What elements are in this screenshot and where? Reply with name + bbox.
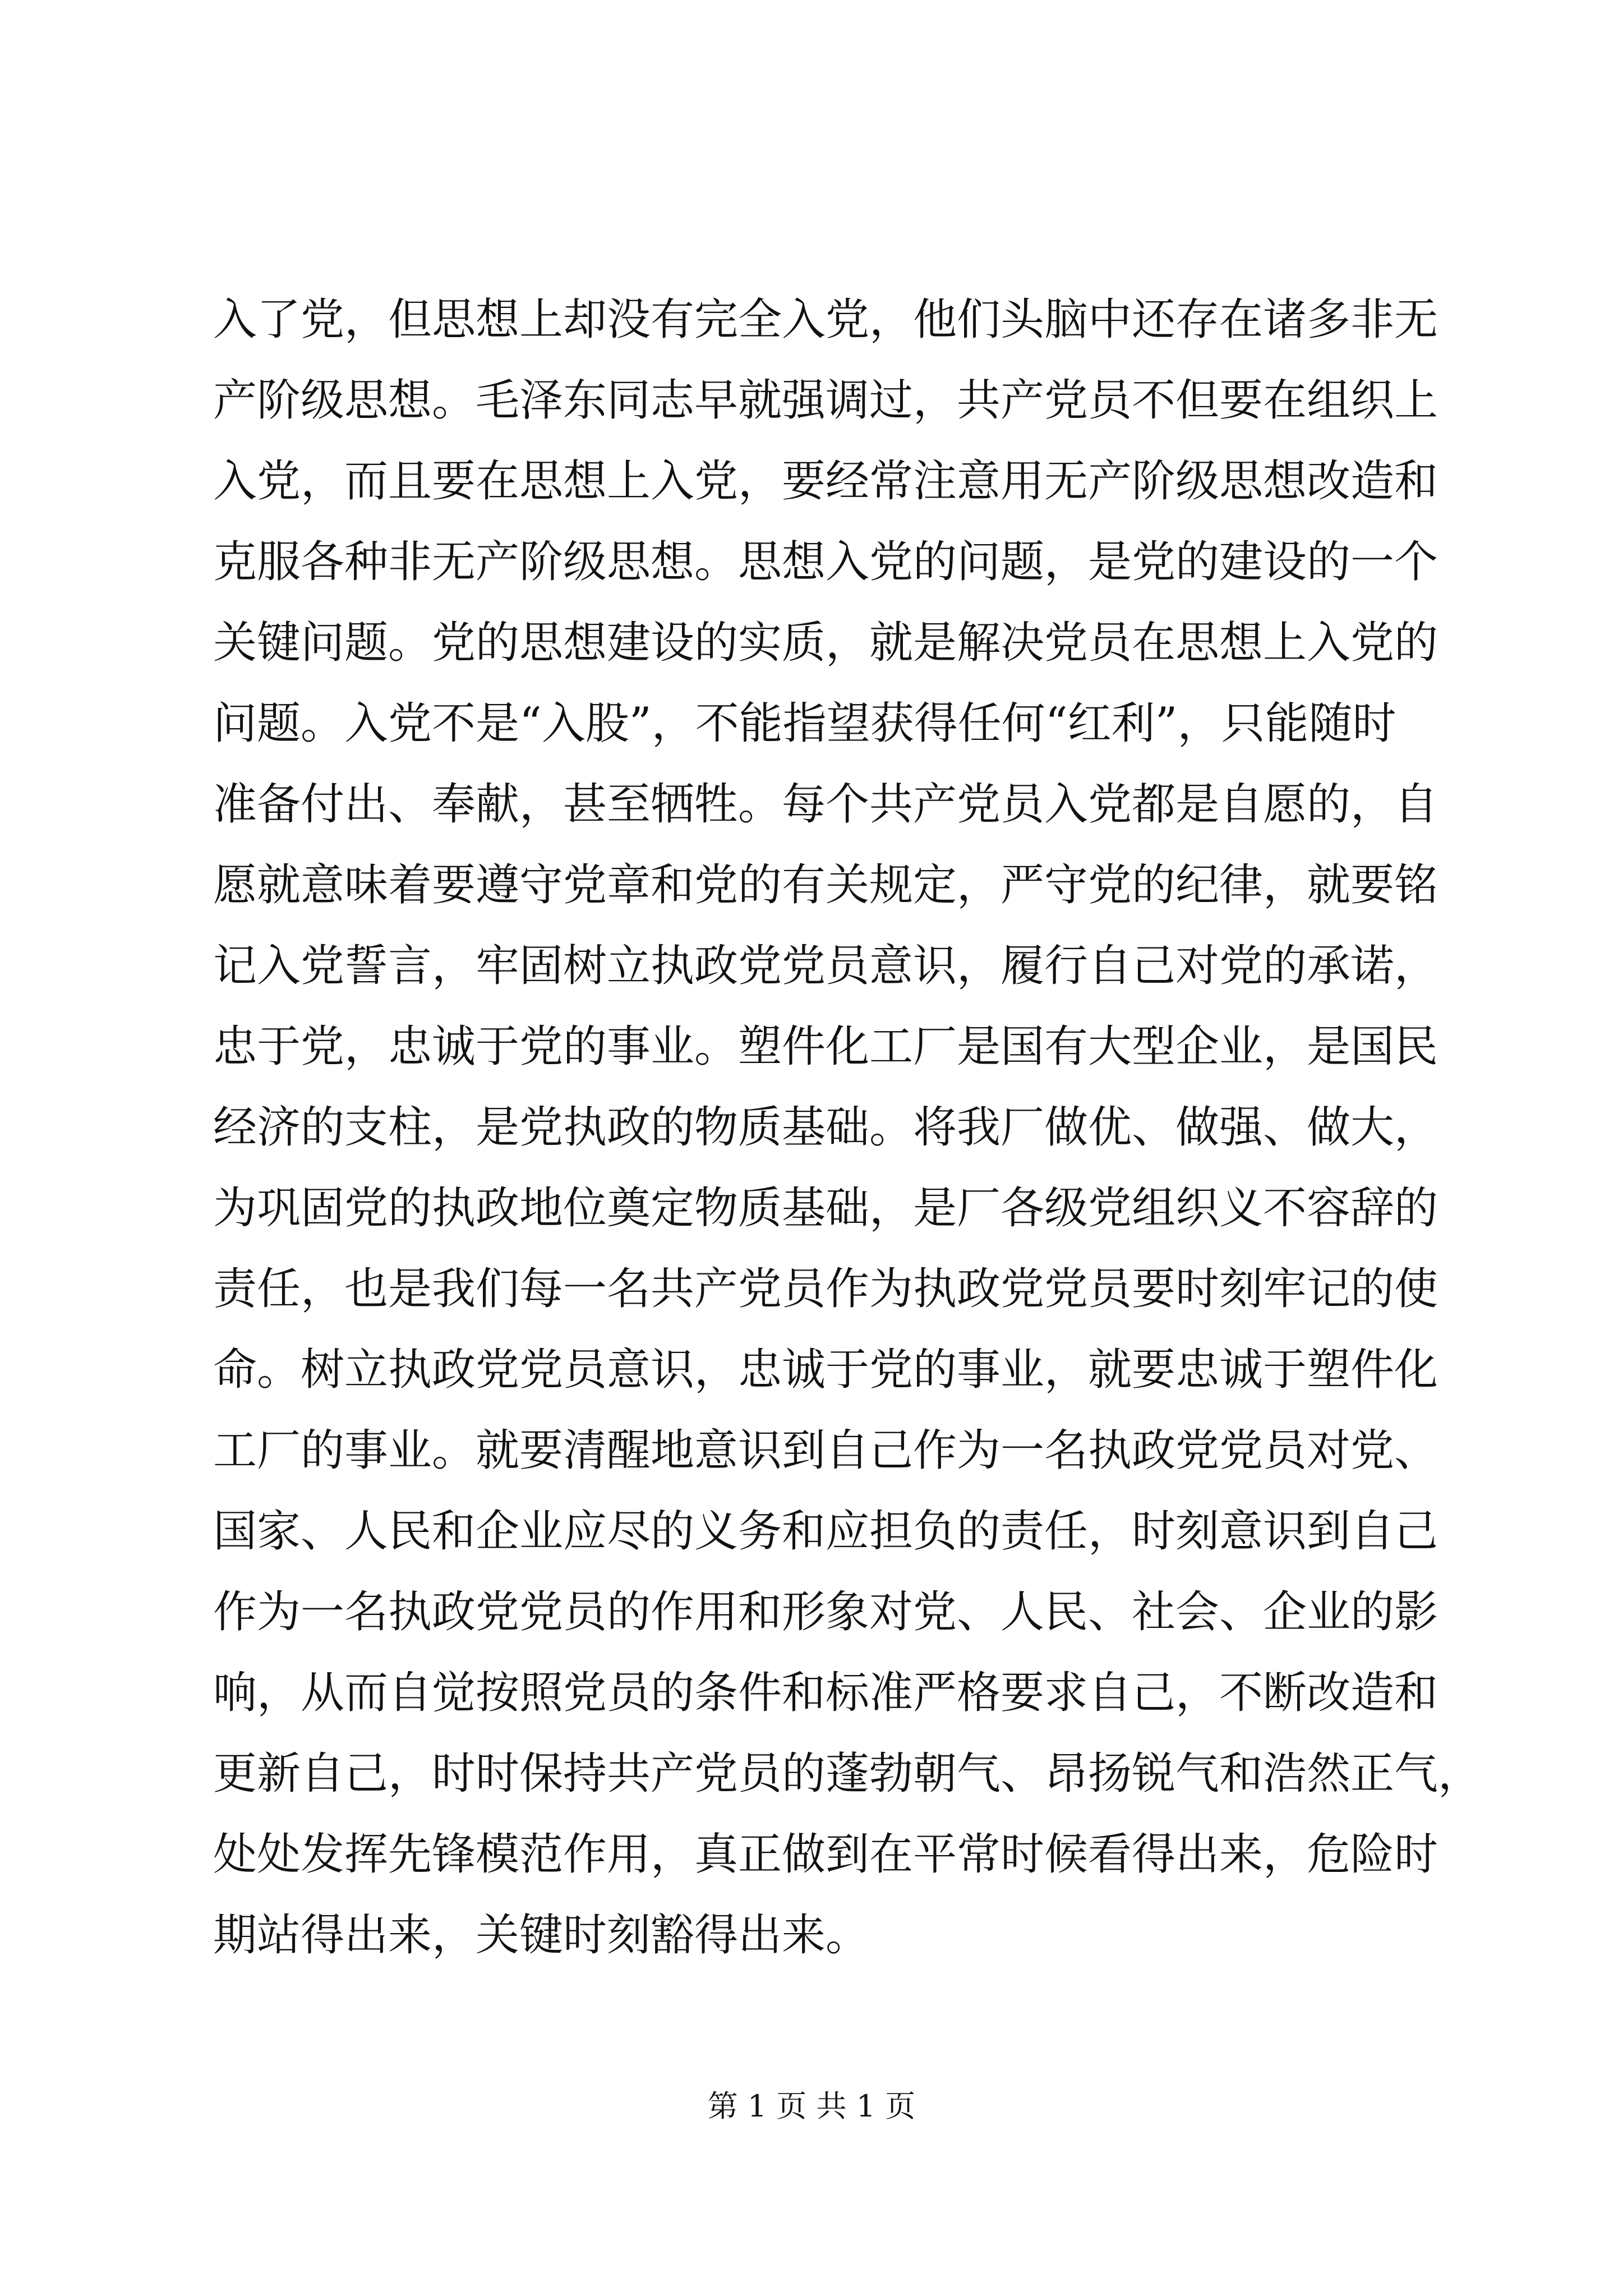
text-line: 关键问题。党的思想建设的实质，就是解决党员在思想上入党的 (213, 618, 1438, 668)
text-line: 准备付出、奉献，甚至牺牲。每个共产党员入党都是自愿的，自 (213, 779, 1438, 830)
text-line: 问题。入党不是“入股”，不能指望获得任何“红利”，只能随时 (213, 698, 1396, 749)
text-line: 经济的支柱，是党执政的物质基础。将我厂做优、做强、做大， (213, 1102, 1438, 1153)
text-line: 处处发挥先锋模范作用，真正做到在平常时候看得出来，危险时 (213, 1829, 1438, 1880)
text-line: 入党，而且要在思想上入党，要经常注意用无产阶级思想改造和 (213, 456, 1438, 507)
text-line: 命。树立执政党党员意识，忠诚于党的事业，就要忠诚于塑件化 (213, 1345, 1438, 1395)
text-line: 为巩固党的执政地位奠定物质基础，是厂各级党组织义不容辞的 (213, 1183, 1438, 1234)
text-line: 忠于党，忠诚于党的事业。塑件化工厂是国有大型企业，是国民 (213, 1022, 1438, 1072)
text-line: 工厂的事业。就要清醒地意识到自己作为一名执政党党员对党、 (213, 1425, 1438, 1476)
text-line: 责任，也是我们每一名共产党员作为执政党党员要时刻牢记的使 (213, 1264, 1438, 1314)
text-line: 期站得出来，关键时刻豁得出来。 (213, 1910, 870, 1961)
text-line: 作为一名执政党党员的作用和形象对党、人民、社会、企业的影 (213, 1587, 1438, 1637)
page-number-footer: 第 1 页 共 1 页 (707, 2088, 916, 2124)
text-line: 响，从而自觉按照党员的条件和标准严格要求自己，不断改造和 (213, 1668, 1438, 1718)
text-line: 国家、人民和企业应尽的义务和应担负的责任，时刻意识到自己 (213, 1506, 1438, 1557)
text-line: 克服各种非无产阶级思想。思想入党的问题，是党的建设的一个 (213, 537, 1438, 587)
text-line: 更新自己，时时保持共产党员的蓬勃朝气、昂扬锐气和浩然正气， (213, 1749, 1482, 1799)
text-line: 入了党，但思想上却没有完全入党，他们头脑中还存在诸多非无 (213, 295, 1438, 345)
body-paragraph (213, 279, 1482, 1976)
text-line: 产阶级思想。毛泽东同志早就强调过，共产党员不但要在组织上 (213, 375, 1438, 426)
text-line: 记入党誓言，牢固树立执政党党员意识，履行自己对党的承诺， (213, 941, 1438, 991)
text-line: 愿就意味着要遵守党章和党的有关规定，严守党的纪律，就要铭 (213, 860, 1438, 910)
